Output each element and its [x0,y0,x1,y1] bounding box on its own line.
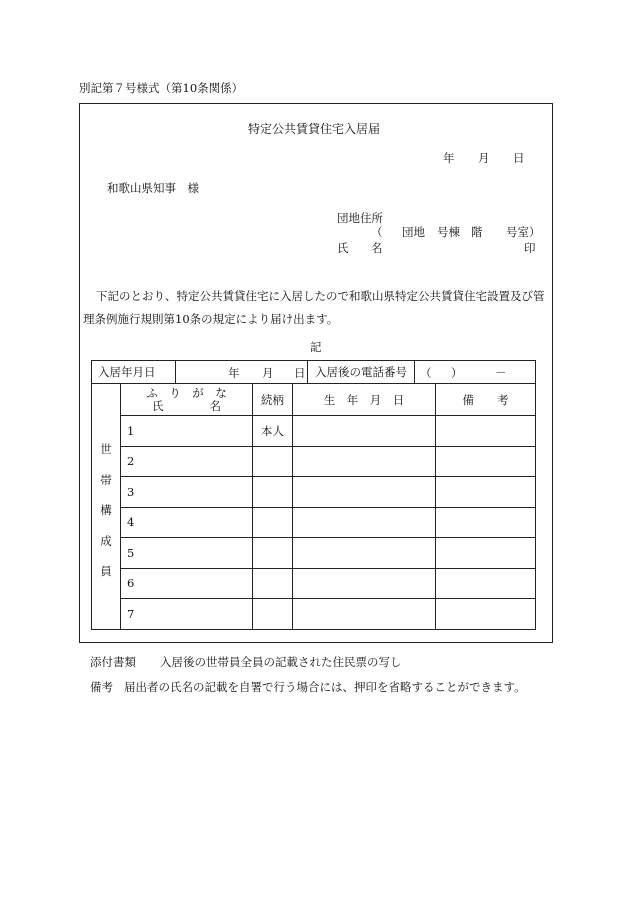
phone-label: 入居後の電話番号 [308,361,415,384]
side-char-3: 構 [100,503,112,517]
household-side-label [92,384,121,630]
table-row [92,446,536,477]
member-relation-cell[interactable] [253,568,293,599]
name-label-1: 氏 [337,241,349,255]
table-row [92,538,536,569]
move-in-year: 年 [228,366,240,380]
member-name-cell[interactable]: 1 [121,416,253,447]
household-table [91,360,536,630]
member-remarks-cell[interactable] [436,446,536,477]
member-remarks-cell[interactable] [436,568,536,599]
member-relation-cell[interactable] [253,538,293,569]
table-row [92,568,536,599]
move-in-day: 日 [294,366,306,380]
member-birth-cell[interactable] [293,446,436,477]
table-row [92,507,536,538]
member-relation-cell[interactable] [253,446,293,477]
member-relation-cell[interactable] [253,599,293,630]
date-year: 年 [443,151,455,165]
member-birth-cell[interactable] [293,507,436,538]
date-month: 月 [478,151,490,165]
col-birth: 生 年 月 日 [293,384,436,416]
move-in-date-cell[interactable] [176,361,308,384]
member-birth-cell[interactable] [293,568,436,599]
col-furigana: ふ り が な [146,386,227,400]
side-char-2: 帯 [100,472,112,487]
phone-paren-close: ） [451,366,463,380]
move-in-date-label: 入居年月日 [92,361,176,384]
address-label: 団地住所 [337,211,383,225]
col-relation: 続柄 [253,384,293,416]
member-remarks-cell[interactable] [436,538,536,569]
addressee: 和歌山県知事 様 [107,181,199,195]
member-birth-cell[interactable] [293,477,436,508]
attachment-label: 添付書類 [90,655,136,669]
member-name-cell[interactable]: 4 [121,507,253,538]
member-remarks-cell[interactable] [436,477,536,508]
address-kai: 階 [471,225,483,239]
name-label-2: 名 [371,241,383,255]
form-id: 別記第７号様式（第10条関係） [79,81,244,95]
form-title: 特定公共賃貸住宅入居届 [248,122,381,136]
side-char-1: 世 [100,442,112,456]
body-line-2: 理条例施行規則第10条の規定により届け出ます。 [83,312,339,326]
body-line-1: 下記のとおり、特定公共賃貸住宅に入居したので和歌山県特定公共賃貸住宅設置及び管 [96,289,545,303]
member-birth-cell[interactable] [293,416,436,447]
col-name-header [121,384,253,416]
col-remarks: 備 考 [436,384,536,416]
note-label: 備考 [90,680,113,694]
table-row [92,416,536,447]
member-remarks-cell[interactable] [436,416,536,447]
side-char-4: 成 [100,533,112,548]
member-birth-cell[interactable] [293,599,436,630]
member-name-cell[interactable]: 5 [121,538,253,569]
phone-paren-open: （ [420,366,432,380]
address-danchi: 団地 [402,225,425,239]
attachment-text: 入居後の世帯員全員の記載された住民票の写し [160,655,402,669]
note-text: 届出者の氏名の記載を自署で行う場合には、押印を省略することができます。 [124,680,526,694]
member-relation-cell[interactable] [253,507,293,538]
member-remarks-cell[interactable] [436,507,536,538]
table-row [92,477,536,508]
member-relation-cell[interactable] [253,477,293,508]
address-gotou: 号棟 [437,225,460,239]
member-birth-cell[interactable] [293,538,436,569]
member-name-cell[interactable]: 7 [121,599,253,630]
member-name-cell[interactable]: 2 [121,446,253,477]
phone-cell[interactable] [415,361,536,384]
seal-mark: 印 [524,241,536,255]
address-paren-open: （ [371,225,383,239]
move-in-month: 月 [262,366,274,380]
table-row [92,599,536,630]
member-remarks-cell[interactable] [436,599,536,630]
member-name-cell[interactable]: 6 [121,568,253,599]
date-day: 日 [513,151,525,165]
member-name-cell[interactable]: 3 [121,477,253,508]
side-char-5: 員 [100,564,112,578]
phone-dash: － [495,366,507,380]
col-name: 氏 名 [152,399,221,413]
ki-mark: 記 [310,340,322,354]
member-relation-cell[interactable]: 本人 [253,416,293,447]
address-goushitsu: 号室） [506,225,541,239]
